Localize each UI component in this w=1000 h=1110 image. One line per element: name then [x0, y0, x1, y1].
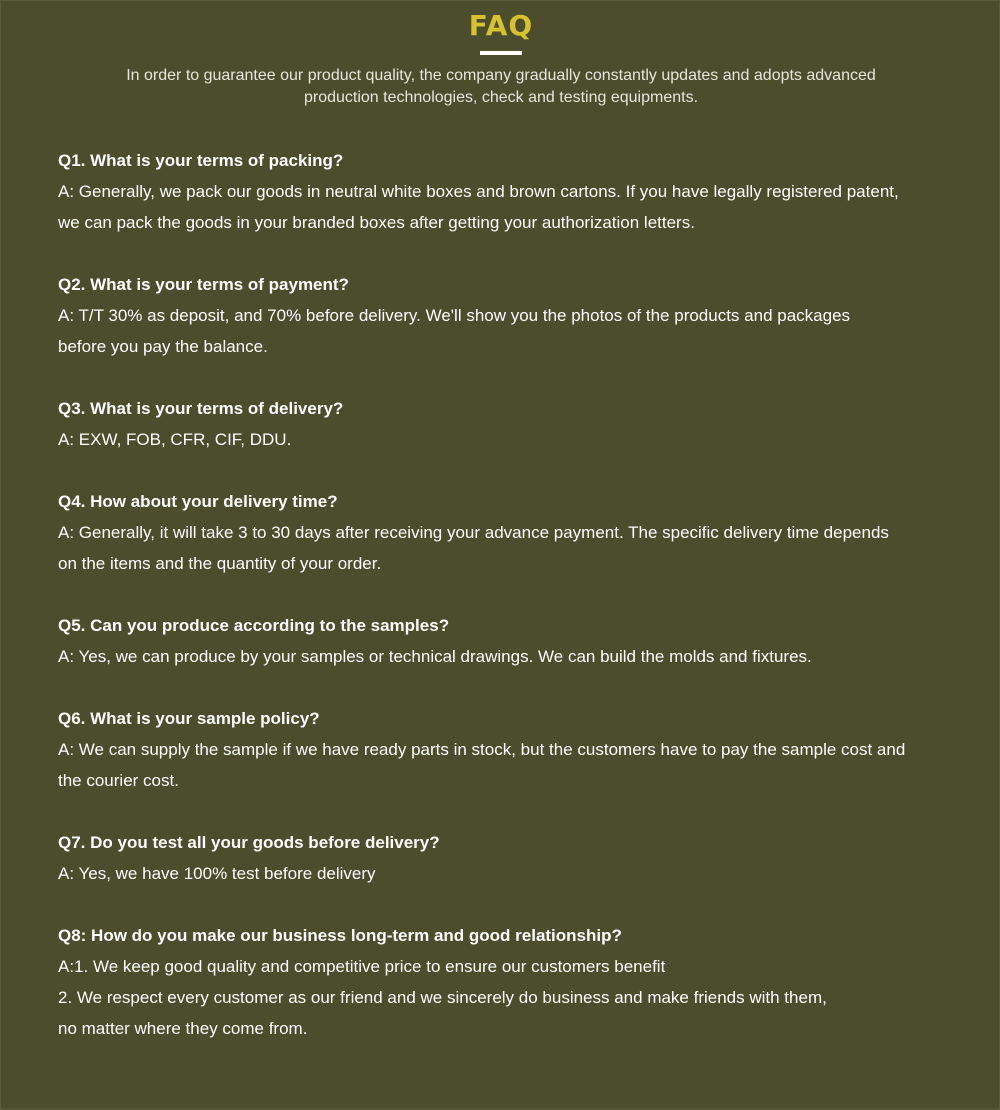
faq-title: FAQ	[468, 9, 534, 42]
faq-item-q5	[58, 610, 968, 672]
faq-answer-line: no matter where they come from.	[58, 1019, 308, 1038]
faq-answer-line: on the items and the quantity of your order.	[58, 554, 382, 573]
faq-answer-line: A: T/T 30% as deposit, and 70% before delivery. We'll show you the photos of the products and packages	[58, 306, 851, 325]
faq-answer-line: A: Yes, we have 100% test before delivery	[58, 864, 376, 883]
faq-question: Q3. What is your terms of delivery?	[58, 399, 344, 418]
faq-answer-line: A: EXW, FOB, CFR, CIF, DDU.	[58, 430, 292, 449]
faq-answer-line: 2. We respect every customer as our friend and we sincerely do business and make friends with them,	[58, 988, 827, 1007]
faq-answer-line: before you pay the balance.	[58, 337, 268, 356]
faq-answer-line: A:1. We keep good quality and competitive price to ensure our customers benefit	[58, 957, 666, 976]
faq-question: Q6. What is your sample policy?	[58, 709, 320, 728]
faq-answer-line: we can pack the goods in your branded boxes after getting your authorization letters.	[58, 213, 695, 232]
faq-question: Q8: How do you make our business long-term and good relationship?	[58, 926, 622, 945]
faq-question: Q2. What is your terms of payment?	[58, 275, 349, 294]
faq-answer-line: A: Generally, it will take 3 to 30 days after receiving your advance payment. The specific delivery time depends	[58, 523, 889, 542]
faq-answer-line: A: We can supply the sample if we have ready parts in stock, but the customers have to pay the sample cost and	[58, 740, 906, 759]
faq-question: Q5. Can you produce according to the samples?	[58, 616, 450, 635]
faq-item-q2	[58, 269, 968, 362]
intro-line-1: In order to guarantee our product quality, the company gradually constantly updates and adopts advanced	[126, 67, 876, 84]
faq-answer-line: the courier cost.	[58, 771, 179, 790]
faq-question: Q7. Do you test all your goods before delivery?	[58, 833, 440, 852]
faq-list	[58, 145, 968, 1075]
faq-answer-line: A: Generally, we pack our goods in neutral white boxes and brown cartons. If you have legally registered patent,	[58, 182, 899, 201]
faq-item-q4	[58, 486, 968, 579]
intro-line-2: production technologies, check and testing equipments.	[303, 89, 699, 106]
intro-text	[101, 65, 901, 109]
faq-item-q6	[58, 703, 968, 796]
faq-question: Q1. What is your terms of packing?	[58, 151, 344, 170]
title-underline	[480, 51, 522, 55]
faq-item-q3	[58, 393, 968, 455]
faq-answer-line: A: Yes, we can produce by your samples or technical drawings. We can build the molds and fixtures.	[58, 647, 812, 666]
faq-item-q1	[58, 145, 968, 238]
faq-question: Q4. How about your delivery time?	[58, 492, 338, 511]
faq-item-q7	[58, 827, 968, 889]
faq-item-q8	[58, 920, 968, 1044]
